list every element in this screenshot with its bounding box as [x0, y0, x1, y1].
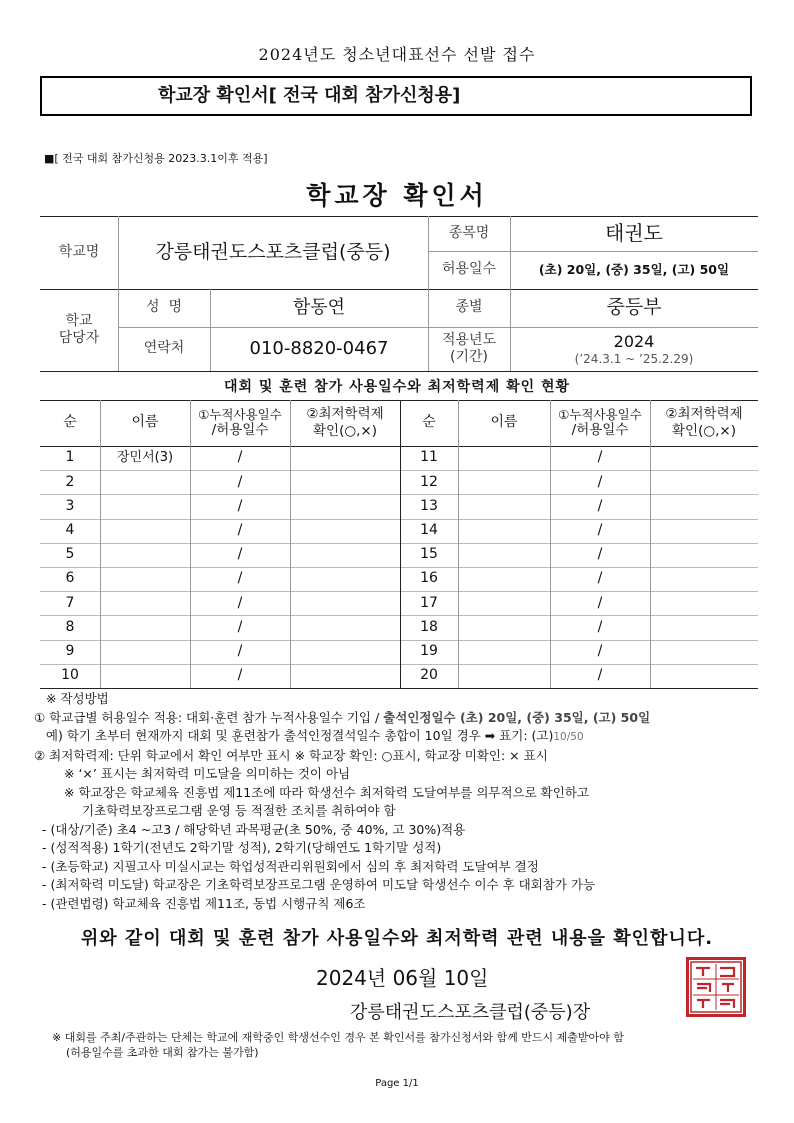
confirmation-statement: 위와 같이 대회 및 훈련 참가 사용일수와 최저학력 관련 내용을 확인합니다.	[80, 928, 714, 949]
instructions	[34, 690, 774, 913]
col-header-days-line2: /허용일수	[211, 422, 269, 439]
row-days[interactable]: /	[597, 618, 603, 635]
row-number: 20	[420, 667, 438, 684]
page-number: Page 1/1	[375, 1078, 419, 1089]
year-label-line2: (기간)	[450, 349, 488, 365]
row-number: 1	[65, 449, 75, 466]
type-value: 중등부	[606, 296, 662, 319]
row-name[interactable]	[458, 567, 550, 591]
col-header-name: 이름	[131, 414, 159, 431]
footer-line-1: ※ 대회를 주최/주관하는 단체는 학교에 재학중인 학생선수인 경우 본 확인서를 참가신청서와 함께 반드시 제출받아야 함	[52, 1031, 624, 1044]
section-title: 대회 및 훈련 참가 사용일수와 최저학력제 확인 현황	[223, 379, 571, 395]
row-days[interactable]: /	[237, 642, 243, 659]
col-header-no: 순	[422, 414, 436, 431]
row-name[interactable]	[458, 664, 550, 688]
row-number: 2	[65, 473, 75, 490]
row-academic-check[interactable]	[290, 543, 400, 567]
row-number: 3	[65, 497, 75, 514]
col-header-academic-line2: 확인(○,×)	[313, 423, 377, 439]
row-name[interactable]	[100, 494, 190, 518]
manager-label-line1: 학교	[65, 312, 93, 329]
col-header-academic-line2: 확인(○,×)	[672, 423, 736, 439]
note-1-example	[34, 727, 774, 747]
row-academic-check[interactable]	[290, 567, 400, 591]
year-value	[510, 327, 758, 371]
signer: 강릉태권도스포츠클럽(중등)장	[350, 1002, 591, 1023]
row-number: 5	[65, 546, 75, 563]
col-header-academic	[290, 400, 400, 446]
col-header-days	[550, 400, 650, 446]
row-name[interactable]	[100, 519, 190, 543]
col-header-days-line2: /허용일수	[571, 422, 629, 439]
row-academic-check[interactable]	[650, 664, 758, 688]
manager-label-line2: 담당자	[58, 330, 100, 346]
row-academic-check[interactable]	[650, 615, 758, 639]
row-academic-check[interactable]	[650, 470, 758, 494]
row-number: 11	[420, 449, 438, 466]
type-label: 종별	[455, 299, 483, 316]
row-name[interactable]	[100, 591, 190, 615]
row-name[interactable]	[458, 615, 550, 639]
row-number: 4	[65, 521, 75, 538]
row-days[interactable]: /	[237, 449, 243, 466]
page-title: 학교장 확인서	[306, 181, 488, 210]
row-number: 16	[420, 570, 438, 587]
row-name[interactable]	[458, 494, 550, 518]
contact-value: 010-8820-0467	[249, 337, 389, 359]
note-9: - (최저학력 미도달) 학교장은 기초학력보장프로그램 운영하여 미도달 학생선수 이수 후 대회참가 가능	[42, 877, 596, 892]
row-days[interactable]: /	[597, 642, 603, 659]
year-label	[428, 327, 510, 371]
note-1-example-text: 예) 학기 초부터 현재까지 대회 및 훈련참가 출석인정결석일수 총합이 10일 경우 ➡ 표기: (고)	[34, 728, 554, 743]
note-7: - (성적적용) 1학기(전년도 2학기말 성적), 2학기(당해연도 1학기말 성적)	[42, 840, 442, 855]
year-value-number: 2024	[613, 331, 655, 351]
row-days[interactable]: /	[597, 570, 603, 587]
note-5: 기초학력보장프로그램 운영 등 적절한 조치를 취하여야 함	[82, 803, 396, 818]
notice-text: ■[ 전국 대회 참가신청용 2023.3.1이후 적용]	[44, 152, 268, 165]
row-number: 7	[65, 594, 75, 611]
row-academic-check[interactable]	[290, 640, 400, 664]
row-days[interactable]: /	[597, 521, 603, 538]
note-4: ※ 학교장은 학교체육 진흥법 제11조에 따라 학생선수 최저학력 도달여부를 의무적으로 확인하고	[64, 784, 589, 800]
row-academic-check[interactable]	[290, 446, 400, 470]
row-days[interactable]: /	[597, 449, 603, 466]
manager-label	[40, 289, 118, 371]
row-number: 13	[420, 497, 438, 514]
row-days[interactable]: /	[597, 546, 603, 563]
boxed-title: 학교장 확인서[ 전국 대회 참가신청용]	[40, 76, 752, 116]
row-name[interactable]	[458, 470, 550, 494]
row-days[interactable]: /	[597, 473, 603, 490]
row-days[interactable]: /	[597, 497, 603, 514]
notes-heading: ※ 작성방법	[46, 691, 109, 706]
official-seal	[686, 957, 746, 1017]
note-1-text: ① 학교급별 허용일수 적용: 대회·훈련 참가 누적사용일수 기입 /	[34, 709, 384, 725]
row-days[interactable]: /	[597, 594, 603, 611]
col-header-name: 이름	[490, 414, 518, 431]
row-academic-check[interactable]	[650, 543, 758, 567]
seal-icon	[689, 960, 743, 1014]
row-academic-check[interactable]	[290, 519, 400, 543]
col-header-no: 순	[63, 414, 77, 431]
row-days[interactable]: /	[237, 667, 243, 684]
row-academic-check[interactable]	[290, 494, 400, 518]
row-academic-check[interactable]	[650, 494, 758, 518]
contact-label: 연락처	[143, 340, 185, 357]
row-number: 14	[420, 521, 438, 538]
row-days[interactable]: /	[237, 618, 243, 635]
row-name[interactable]	[100, 640, 190, 664]
row-number: 6	[65, 570, 75, 587]
row-days[interactable]: /	[597, 667, 603, 684]
row-days[interactable]: /	[237, 473, 243, 490]
row-name[interactable]	[458, 543, 550, 567]
school-value: 강릉태권도스포츠클럽(중등)	[155, 240, 391, 263]
row-days[interactable]: /	[237, 570, 243, 587]
sport-value: 태권도	[605, 221, 663, 245]
row-academic-check[interactable]	[290, 591, 400, 615]
row-number: 10	[61, 667, 79, 684]
note-1-highlight: 출석인정일수 (초) 20일, (중) 35일, (고) 50일	[383, 709, 651, 725]
header-title: 2024년도 청소년대표선수 선발 접수	[258, 45, 536, 64]
row-name[interactable]	[458, 446, 550, 470]
school-label: 학교명	[58, 243, 100, 260]
row-number: 17	[420, 594, 438, 611]
row-academic-check[interactable]	[290, 664, 400, 688]
row-days[interactable]: /	[237, 497, 243, 514]
row-name[interactable]	[100, 615, 190, 639]
note-2: ② 최저학력제: 단위 학교에서 확인 여부만 표시 ※ 학교장 확인: ○표시, 학교장 미확인: × 표시	[34, 747, 548, 763]
row-academic-check[interactable]	[650, 519, 758, 543]
col-header-days	[190, 400, 290, 446]
row-name[interactable]	[100, 664, 190, 688]
row-academic-check[interactable]	[650, 446, 758, 470]
row-number: 9	[65, 642, 75, 659]
note-1	[34, 709, 774, 728]
row-academic-check[interactable]	[290, 615, 400, 639]
note-3: ※ ‘×’ 표시는 최저학력 미도달을 의미하는 것이 아님	[64, 766, 351, 781]
note-8: - (초등학교) 지필고사 미실시교는 학업성적관리위원회에서 심의 후 최저학력 도달여부 결정	[42, 858, 539, 874]
col-header-academic	[650, 400, 758, 446]
row-name[interactable]	[100, 567, 190, 591]
col-header-days-line1: ①누적사용일수	[198, 406, 282, 422]
row-name[interactable]	[100, 543, 190, 567]
name-label: 성 명	[146, 299, 182, 316]
row-number: 12	[420, 473, 438, 490]
col-header-days-line1: ①누적사용일수	[558, 406, 642, 422]
row-name[interactable]: 장민서(3)	[116, 449, 174, 465]
row-academic-check[interactable]	[650, 640, 758, 664]
note-1-example-value: 10/50	[553, 731, 584, 743]
allow-days-label: 허용일수	[441, 261, 497, 278]
note-10: - (관련법령) 학교체육 진흥법 제11조, 동법 시행규칙 제6조	[42, 895, 366, 911]
row-days[interactable]: /	[237, 521, 243, 538]
row-days[interactable]: /	[237, 546, 243, 563]
allow-days-value: (초) 20일, (중) 35일, (고) 50일	[538, 262, 730, 278]
row-name[interactable]	[100, 470, 190, 494]
name-value: 함동연	[292, 296, 346, 318]
col-header-academic-line1: ②최저학력제	[306, 406, 384, 423]
row-academic-check[interactable]	[650, 567, 758, 591]
row-name[interactable]	[458, 519, 550, 543]
year-label-line1: 적용년도	[441, 331, 497, 348]
sport-label: 종목명	[448, 224, 490, 241]
row-name[interactable]	[458, 640, 550, 664]
row-number: 19	[420, 642, 438, 659]
year-range: (’24.3.1 ~ ’25.2.29)	[574, 351, 694, 366]
footer-line-2: (허용일수를 초과한 대회 참가는 불가함)	[66, 1046, 259, 1059]
date: 2024년 06월 10일	[316, 966, 489, 990]
row-academic-check[interactable]	[290, 470, 400, 494]
col-header-academic-line1: ②최저학력제	[665, 406, 743, 423]
table-border-bottom	[40, 688, 758, 689]
footer-note	[52, 1030, 772, 1060]
note-6: - (대상/기준) 초4 ~고3 / 해당학년 과목평균(초 50%, 중 40%, 고 30%)적용	[42, 821, 466, 837]
row-days[interactable]: /	[237, 594, 243, 611]
row-number: 18	[420, 618, 438, 635]
row-name[interactable]	[458, 591, 550, 615]
row-number: 8	[65, 618, 75, 635]
row-academic-check[interactable]	[650, 591, 758, 615]
row-number: 15	[420, 546, 438, 563]
